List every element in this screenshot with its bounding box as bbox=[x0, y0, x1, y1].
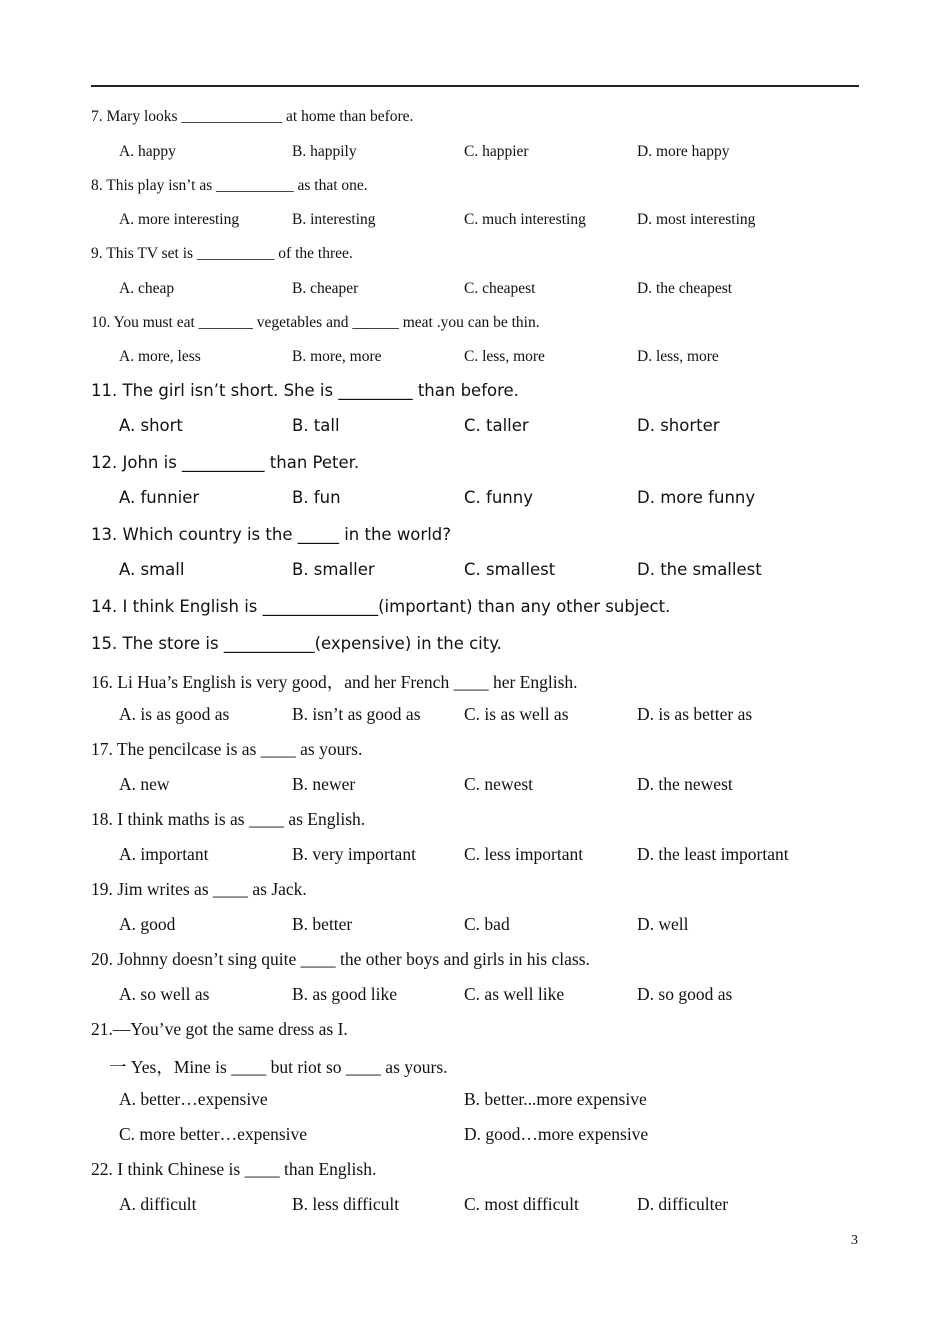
option-b: B. smaller bbox=[292, 560, 375, 579]
option-d: D. difficulter bbox=[637, 1194, 729, 1214]
option-a: A. happy bbox=[119, 143, 176, 160]
question-11: 11. The girl isn’t short. She is _________ than before. bbox=[91, 381, 519, 400]
option-c: C. less, more bbox=[464, 348, 545, 365]
option-b: B. better bbox=[292, 914, 353, 934]
question-13: 13. Which country is the _____ in the world? bbox=[91, 525, 452, 544]
option-c: C. more better…expensive bbox=[119, 1124, 308, 1144]
option-c: C. bad bbox=[464, 914, 510, 934]
question-20: 20. Johnny doesn’t sing quite ____ the other boys and girls in his class. bbox=[91, 949, 590, 969]
option-a: A. is as good as bbox=[119, 704, 230, 724]
option-a: A. better…expensive bbox=[119, 1089, 268, 1109]
option-d: D. the smallest bbox=[637, 560, 762, 579]
option-b: B. as good like bbox=[292, 984, 397, 1004]
option-d: D. the cheapest bbox=[637, 280, 733, 297]
option-d: D. well bbox=[637, 914, 689, 934]
option-a: A. good bbox=[119, 914, 176, 934]
question-8: 8. This play isn’t as __________ as that one. bbox=[91, 177, 368, 194]
option-a: A. new bbox=[119, 774, 170, 794]
option-c: C. much interesting bbox=[464, 211, 586, 228]
question-7: 7. Mary looks _____________ at home than before. bbox=[91, 108, 414, 125]
question-21: 21.—You’ve got the same dress as I. bbox=[91, 1019, 348, 1039]
option-d: D. the newest bbox=[637, 774, 733, 794]
option-c: C. happier bbox=[464, 143, 529, 160]
option-c: C. taller bbox=[464, 416, 529, 435]
option-d: D. good…more expensive bbox=[464, 1124, 649, 1144]
option-a: A. difficult bbox=[119, 1194, 197, 1214]
header-rule bbox=[91, 85, 859, 87]
option-d: D. shorter bbox=[637, 416, 720, 435]
question-19: 19. Jim writes as ____ as Jack. bbox=[91, 879, 307, 899]
option-b: B. less difficult bbox=[292, 1194, 400, 1214]
option-c: C. less important bbox=[464, 844, 584, 864]
question-10: 10. You must eat _______ vegetables and ______ meat .you can be thin. bbox=[91, 314, 540, 331]
option-c: C. is as well as bbox=[464, 704, 569, 724]
option-b: B. better...more expensive bbox=[464, 1089, 647, 1109]
option-b: B. interesting bbox=[292, 211, 376, 228]
question-17: 17. The pencilcase is as ____ as yours. bbox=[91, 739, 363, 759]
option-d: D. the least important bbox=[637, 844, 789, 864]
option-d: D. more funny bbox=[637, 488, 756, 507]
option-b: B. cheaper bbox=[292, 280, 359, 297]
option-a: A. so well as bbox=[119, 984, 210, 1004]
option-b: B. newer bbox=[292, 774, 356, 794]
question-14: 14. I think English is ______________(important) than any other subject. bbox=[91, 597, 671, 616]
option-d: D. more happy bbox=[637, 143, 730, 160]
option-a: A. funnier bbox=[119, 488, 200, 507]
option-b: B. happily bbox=[292, 143, 357, 160]
option-c: C. as well like bbox=[464, 984, 565, 1004]
question-21-reply: 一 Yes，Mine is ____ but riot so ____ as yours. bbox=[109, 1057, 448, 1077]
option-c: C. smallest bbox=[464, 560, 556, 579]
option-a: A. small bbox=[119, 560, 185, 579]
option-a: A. short bbox=[119, 416, 183, 435]
question-15: 15. The store is ___________(expensive) in the city. bbox=[91, 634, 502, 653]
option-c: C. cheapest bbox=[464, 280, 536, 297]
option-b: B. more, more bbox=[292, 348, 382, 365]
question-22: 22. I think Chinese is ____ than English. bbox=[91, 1159, 377, 1179]
option-a: A. important bbox=[119, 844, 209, 864]
option-a: A. more, less bbox=[119, 348, 201, 365]
page-number: 3 bbox=[851, 1233, 858, 1248]
option-d: D. most interesting bbox=[637, 211, 756, 228]
option-a: A. cheap bbox=[119, 280, 175, 297]
option-b: B. very important bbox=[292, 844, 416, 864]
option-c: C. funny bbox=[464, 488, 533, 507]
option-c: C. newest bbox=[464, 774, 534, 794]
option-b: B. tall bbox=[292, 416, 340, 435]
question-9: 9. This TV set is __________ of the three. bbox=[91, 245, 353, 262]
question-16: 16. Li Hua’s English is very good，and her French ____ her English. bbox=[91, 672, 578, 692]
option-c: C. most difficult bbox=[464, 1194, 579, 1214]
option-d: D. so good as bbox=[637, 984, 733, 1004]
question-12: 12. John is __________ than Peter. bbox=[91, 453, 360, 472]
option-d: D. is as better as bbox=[637, 704, 753, 724]
option-d: D. less, more bbox=[637, 348, 719, 365]
question-18: 18. I think maths is as ____ as English. bbox=[91, 809, 366, 829]
option-b: B. fun bbox=[292, 488, 341, 507]
option-a: A. more interesting bbox=[119, 211, 240, 228]
option-b: B. isn’t as good as bbox=[292, 704, 421, 724]
